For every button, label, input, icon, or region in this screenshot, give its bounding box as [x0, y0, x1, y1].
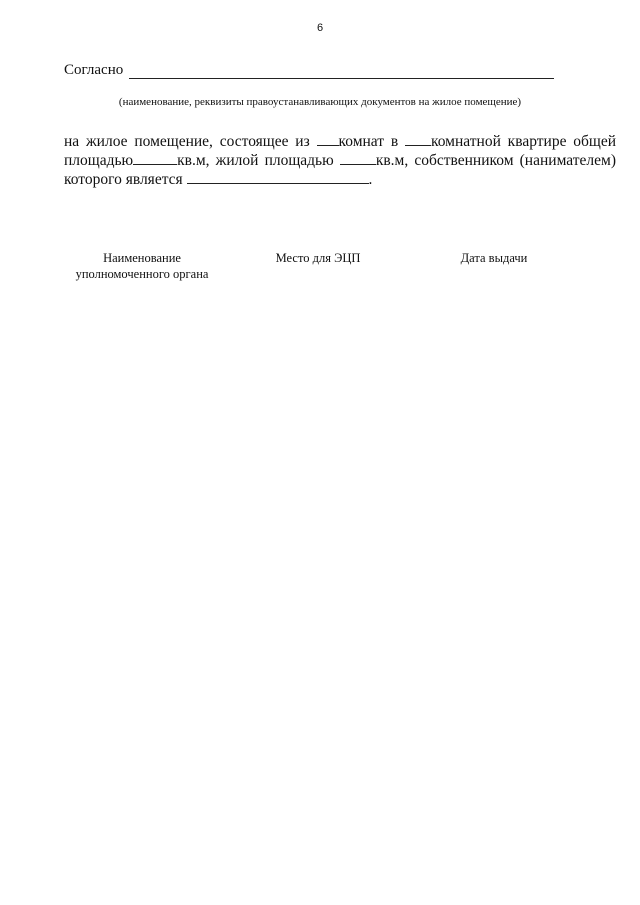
body-paragraph	[64, 132, 616, 189]
issue-date-label: Дата выдачи	[460, 251, 528, 265]
page-number: 6	[316, 22, 324, 34]
body-text-5: кв.м, собственником (нанимателем) которого является	[64, 152, 616, 188]
agreement-blank-line	[129, 64, 554, 79]
body-text-6: .	[368, 171, 373, 188]
eds-place-label: Место для ЭЦП	[275, 251, 361, 265]
body-text-4: кв.м, жилой площадью	[177, 152, 340, 169]
eds-place-block	[258, 250, 378, 266]
document-caption: (наименование, реквизиты правоустанавливающих документов на жилое помещение)	[118, 96, 522, 108]
apartment-rooms-blank	[405, 133, 431, 146]
total-area-blank	[133, 152, 177, 165]
body-text-2: комнат в	[338, 133, 405, 150]
agreement-row	[64, 62, 554, 79]
authority-line-2: уполномоченного органа	[75, 267, 209, 281]
body-text-1: на жилое помещение, состоящее из	[64, 133, 317, 150]
authority-line-1: Наименование	[103, 251, 181, 265]
owner-blank	[187, 171, 369, 184]
rooms-count-blank	[317, 133, 339, 146]
living-area-blank	[340, 152, 376, 165]
authority-block	[60, 250, 224, 282]
body-text-3: комнатной квартире общей площадью	[64, 133, 616, 169]
agreement-label: Согласно	[64, 62, 124, 78]
issue-date-block	[434, 250, 554, 266]
